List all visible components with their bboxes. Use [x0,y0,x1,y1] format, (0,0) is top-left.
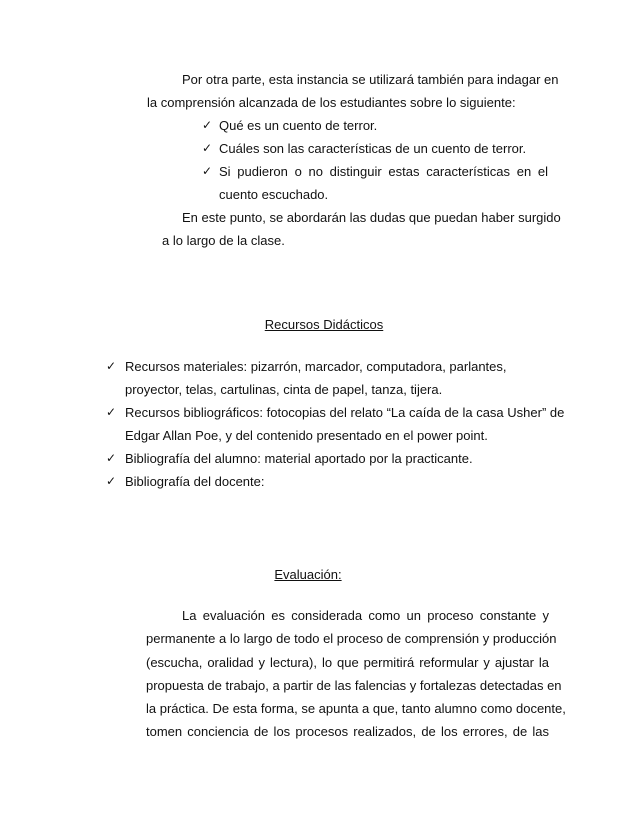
list-item [106,447,556,470]
checkmark-icon: ✓ [202,118,213,132]
intro-line-2: la comprensión alcanzada de los estudiantes sobre lo siguiente: [147,95,516,111]
list-item-text: Qué es un cuento de terror. [219,118,378,133]
list-item-text: Cuáles son las características de un cuento de terror. [219,141,527,156]
evaluation-paragraph [146,604,566,744]
evaluation-line: permanente a lo largo de todo el proceso de comprensión y producción [146,631,557,647]
evaluation-line: (escucha, oralidad y lectura), lo que permitirá reformular y ajustar la [146,654,549,670]
evaluation-line: La evaluación es considerada como un proceso constante y [182,608,549,623]
checkmark-icon: ✓ [106,405,117,419]
list-item [202,137,548,160]
checkmark-icon: ✓ [106,359,117,373]
evaluation-line: tomen conciencia de los procesos realizados, de los errores, de las [146,724,549,740]
list-item [202,160,548,207]
list-item [202,114,548,137]
intro-paragraph [147,68,559,115]
evaluation-line: la práctica. De esta forma, se apunta a que, tanto alumno como docente, [146,701,566,717]
list-item [106,470,556,493]
list-item-text: Bibliografía del docente: [125,474,265,489]
evaluation-line: propuesta de trabajo, a partir de las falencias y fortalezas detectadas en [146,677,562,693]
evaluation-heading: Evaluación: [274,567,342,582]
checkmark-icon: ✓ [202,164,213,178]
list-item-text: cuento escuchado. [219,187,329,203]
intro-line-1: Por otra parte, esta instancia se utilizará también para indagar en [182,72,559,87]
list-item-text: Edgar Allan Poe, y del contenido presentado en el power point. [125,428,488,444]
closing-line-1: En este punto, se abordarán las dudas que puedan haber surgido [182,210,561,225]
checkmark-icon: ✓ [106,451,117,465]
closing-line-2: a lo largo de la clase. [162,233,285,249]
list-item-text: proyector, telas, cartulinas, cinta de papel, tanza, tijera. [125,382,443,398]
list-item-text: Recursos materiales: pizarrón, marcador, computadora, parlantes, [125,359,507,374]
list-item [106,401,565,448]
list-item-text: Si pudieron o no distinguir estas características en el [219,164,548,179]
checkmark-icon: ✓ [106,474,117,488]
list-item [106,355,556,402]
closing-paragraph [162,206,561,253]
resources-heading: Recursos Didácticos [264,317,384,332]
checkmark-icon: ✓ [202,141,213,155]
list-item-text: Recursos bibliográficos: fotocopias del relato “La caída de la casa Usher” de [125,405,565,420]
list-item-text: Bibliografía del alumno: material aportado por la practicante. [125,451,473,466]
